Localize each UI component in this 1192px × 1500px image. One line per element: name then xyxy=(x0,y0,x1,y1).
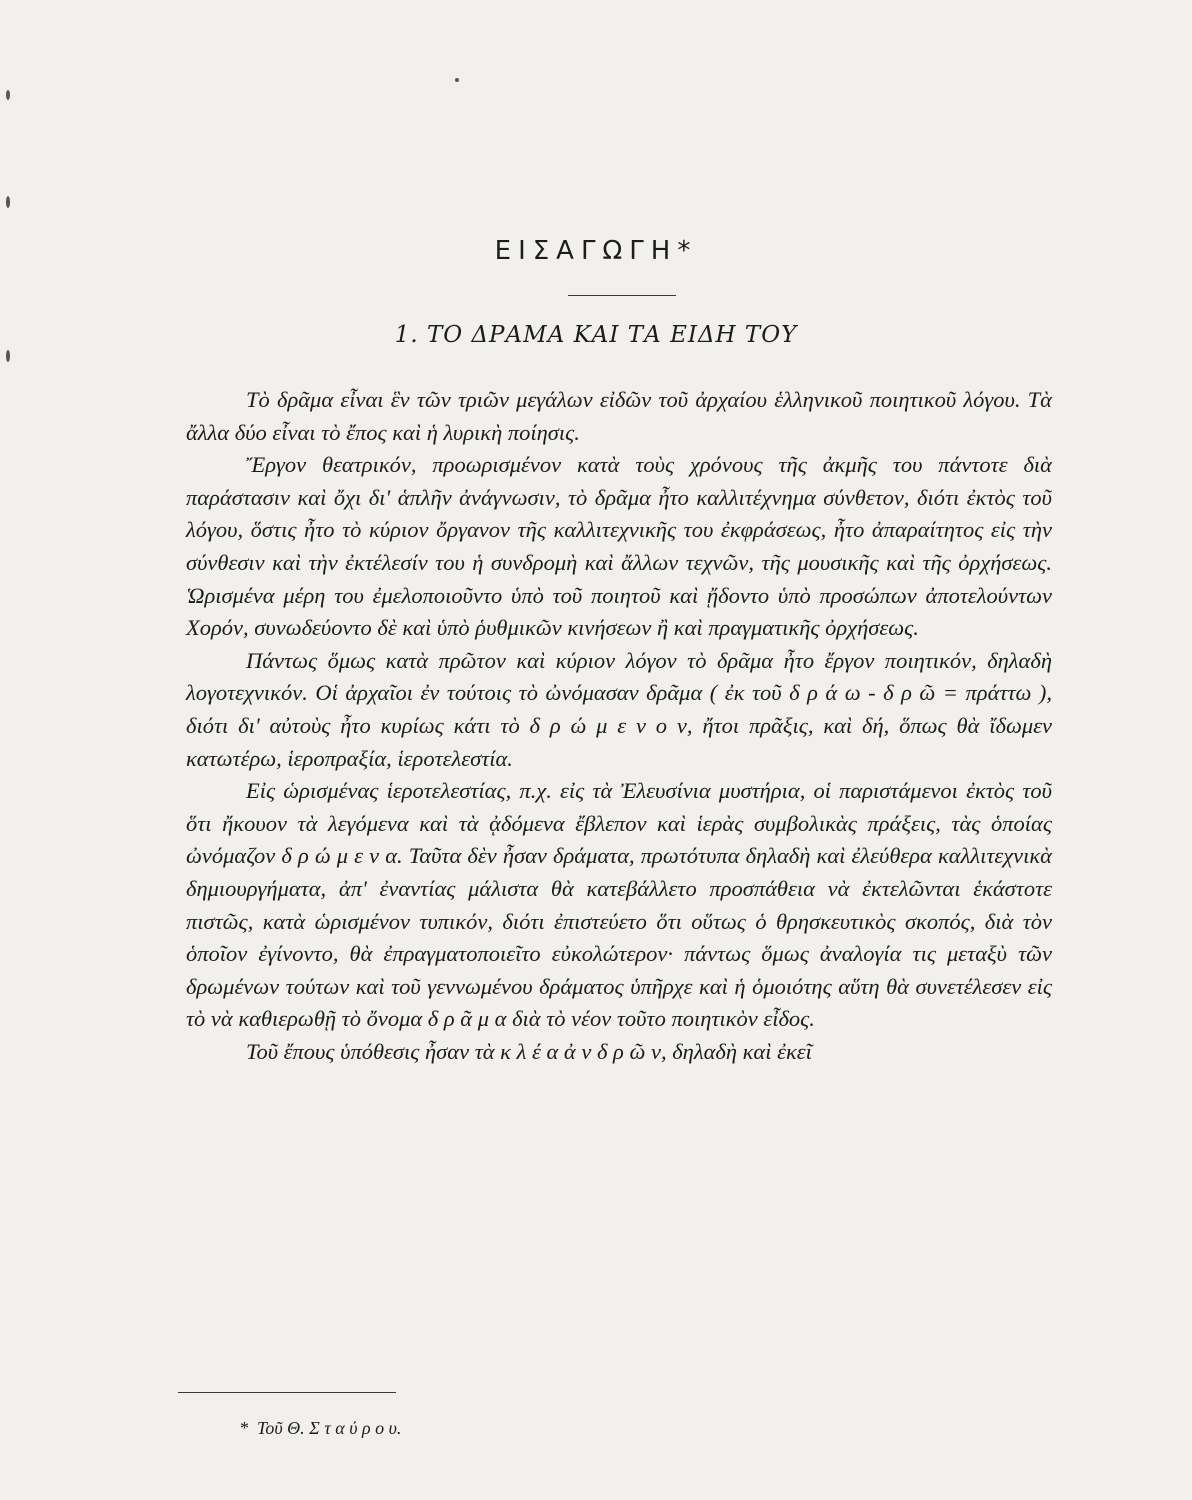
footnote xyxy=(240,1418,401,1439)
paragraph: Τὸ δρᾶμα εἶναι ἓν τῶν τριῶν μεγάλων εἰδῶν τοῦ ἀρχαίου ἑλληνικοῦ ποιητικοῦ λόγου. Τὰ ἄλλα δύο εἶναι τὸ ἔπος καὶ ἡ λυρικὴ ποίησις. xyxy=(186,387,1052,445)
title-divider xyxy=(568,295,676,296)
page-title: ΕΙΣΑΓΩΓΗ* xyxy=(494,236,698,266)
footnote-marker: * xyxy=(240,1418,249,1438)
speck-mark xyxy=(455,78,459,82)
binding-mark xyxy=(6,196,10,208)
binding-mark xyxy=(6,90,10,100)
paragraph: Ἔργον θεατρικόν, προωρισμένον κατὰ τοὺς χρόνους τῆς ἀκμῆς του πάντοτε διὰ παράστασιν καὶ ὄχι δι' ἁπλῆν ἀνάγνωσιν, τὸ δρᾶμα ἦτο καλλιτέχνημα σύνθετον, διότι ἐκτὸς τοῦ λόγου, ὅστις ἦτο τὸ κύριον ὄργανον τῆς καλλιτεχνικῆς του ἐκφράσεως, ἦτο ἀπαραίτητος εἰς τὴν σύνθεσιν καὶ τὴν ἐκτέλεσίν του ἡ συνδρομὴ καὶ ἄλλων τεχνῶν, τῆς μουσικῆς καὶ τῆς ὀρχήσεως. Ὡρισμένα μέρη του ἐμελοποιοῦντο ὑπὸ τοῦ ποιητοῦ καὶ ᾔδοντο ὑπὸ προσώπων ἀποτελούντων Χορόν, συνωδεύοντο δὲ καὶ ὑπὸ ῥυθμικῶν κινήσεων ἢ καὶ πραγματικῆς ὀρχήσεως. xyxy=(186,452,1052,641)
section-heading: 1. ΤΟ ΔΡΑΜΑ ΚΑΙ ΤΑ ΕΙΔΗ ΤΟΥ xyxy=(394,322,798,348)
body-text xyxy=(186,384,1052,1068)
footnote-text: Τοῦ Θ. Σ τ α ύ ρ ο υ. xyxy=(257,1418,402,1438)
paragraph: Εἰς ὡρισμένας ἱεροτελεστίας, π.χ. εἰς τὰ Ἐλευσίνια μυστήρια, οἱ παριστάμενοι ἐκτὸς τοῦ ὅτι ἤκουον τὰ λεγόμενα καὶ τὰ ᾀδόμενα ἔβλεπον καὶ ἱερὰς συμβολικὰς πράξεις, τὰς ὁποίας ὠνόμαζον δ ρ ώ μ ε ν α. Ταῦτα δὲν ἦσαν δράματα, πρωτότυπα δηλαδὴ καὶ ἐλεύθερα καλλιτεχνικὰ δημιουργήματα, ἀπ' ἐναντίας μάλιστα θὰ κατεβάλλετο προσπάθεια νὰ ἐκτελῶνται ἑκάστοτε πιστῶς, κατὰ ὡρισμένον τυπικόν, διότι ἐπιστεύετο ὅτι οὕτως ὁ θρησκευτικὸς σκοπός, διὰ τὸν ὁποῖον ἐγίνοντο, θὰ ἐπραγματοποιεῖτο εὐκολώτερον· πάντως ὅμως ἀναλογία τις μεταξὺ τῶν δρωμένων τούτων καὶ τοῦ γεννωμένου δράματος ὑπῆρχε καὶ ἡ ὁμοιότης αὕτη θὰ συνετέλεσεν εἰς τὸ νὰ καθιερωθῇ τὸ ὄνομα δ ρ ᾶ μ α διὰ τὸ νέον τοῦτο ποιητικὸν εἶδος. xyxy=(186,778,1052,1032)
paragraph: Τοῦ ἔπους ὑπόθεσις ἦσαν τὰ κ λ έ α ἀ ν δ ρ ῶ ν, δηλαδὴ καὶ ἐκεῖ xyxy=(246,1038,812,1064)
paragraph: Πάντως ὅμως κατὰ πρῶτον καὶ κύριον λόγον τὸ δρᾶμα ἦτο ἔργον ποιητικόν, δηλαδὴ λογοτεχνικόν. Οἱ ἀρχαῖοι ἐν τούτοις τὸ ὠνόμασαν δρᾶμα ( ἐκ τοῦ δ ρ ά ω - δ ρ ῶ = πράττω ), διότι δι' αὐτοὺς ἦτο κυρίως κάτι τὸ δ ρ ώ μ ε ν ο ν, ἤτοι πρᾶξις, καὶ δή, ὅπως θὰ ἴδωμεν κατωτέρω, ἱεροπραξία, ἱεροτελεστία. xyxy=(186,647,1052,771)
binding-mark xyxy=(6,350,10,362)
footnote-divider xyxy=(178,1392,396,1393)
